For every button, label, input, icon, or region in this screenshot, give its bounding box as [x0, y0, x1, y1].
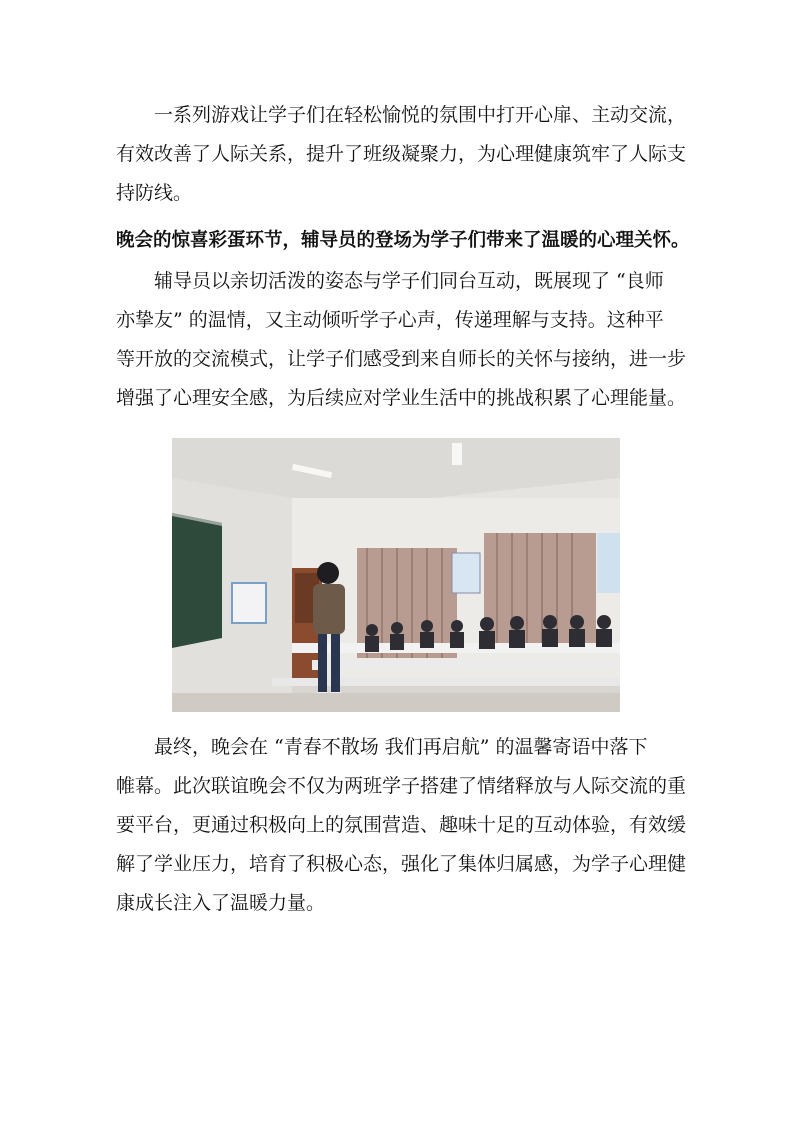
paragraph-1 [116, 96, 691, 213]
paragraph-1-line-1: 一系列游戏让学子们在轻松愉悦的氛围中打开心扉、主动交流， [154, 104, 687, 126]
classroom-photo [172, 438, 620, 712]
paragraph-3-line-5: 康成长注入了温暖力量。 [116, 892, 326, 914]
paragraph-2-line-1: 辅导员以亲切活泼的姿态与学子们同台互动，既展现了 “良师 [154, 270, 664, 292]
paragraph-2-line-4: 增强了心理安全感，为后续应对学业生活中的挑战积累了心理能量。 [116, 387, 687, 409]
paragraph-3-line-1: 最终，晚会在 “青春不散场 我们再启航” 的温馨寄语中落下 [154, 736, 648, 758]
paragraph-2-line-3: 等开放的交流模式，让学子们感受到来自师长的关怀与接纳，进一步 [116, 348, 687, 370]
paragraph-3 [116, 728, 691, 923]
paragraph-2-line-2: 亦挚友” 的温情，又主动倾听学子心声，传递理解与支持。这种平 [116, 309, 664, 331]
section-heading: 晚会的惊喜彩蛋环节，辅导员的登场为学子们带来了温暖的心理关怀。 [116, 230, 690, 251]
classroom-photo-illustration [172, 438, 620, 712]
paragraph-3-line-2: 帷幕。此次联谊晚会不仅为两班学子搭建了情绪释放与人际交流的重 [116, 775, 687, 797]
paragraph-1-line-2: 有效改善了人际关系，提升了班级凝聚力，为心理健康筑牢了人际支 [116, 143, 687, 165]
paragraph-3-line-4: 解了学业压力，培育了积极心态，强化了集体归属感，为学子心理健 [116, 853, 687, 875]
paragraph-2 [116, 262, 691, 418]
paragraph-3-line-3: 要平台，更通过积极向上的氛围营造、趣味十足的互动体验，有效缓 [116, 814, 687, 836]
paragraph-1-line-3: 持防线。 [116, 182, 193, 204]
